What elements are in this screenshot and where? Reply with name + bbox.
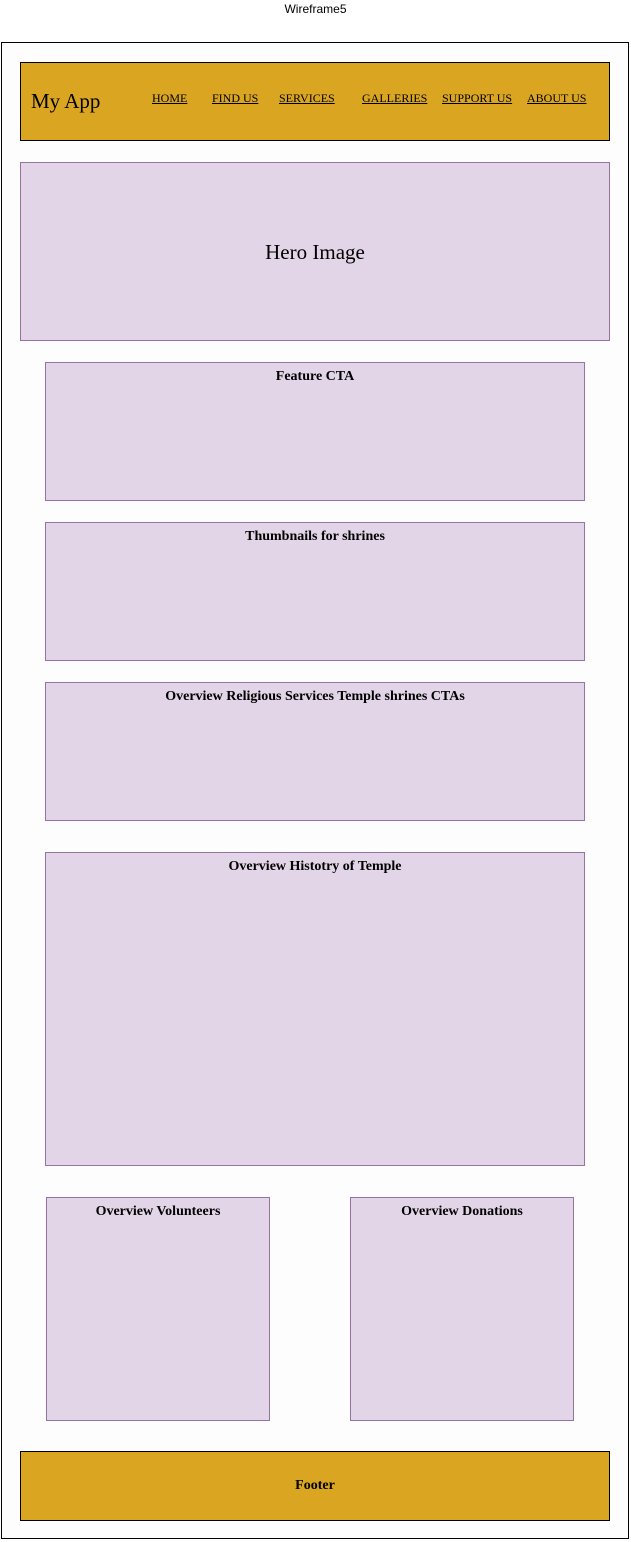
services-overview-title: Overview Religious Services Temple shrines CTAs [165,689,465,704]
shrine-thumbnails-section [45,522,585,661]
feature-cta-title: Feature CTA [275,369,355,384]
footer-bar [20,1451,610,1521]
nav-link-support-us[interactable]: SUPPORT US [442,91,513,105]
donations-overview-section [350,1197,574,1421]
volunteers-overview-section [46,1197,270,1421]
hero-image-placeholder [20,162,610,341]
wireframe-title: Wireframe5 [284,2,347,16]
app-title[interactable]: My App [31,89,101,113]
services-overview-section [45,682,585,821]
shrine-thumbnails-title: Thumbnails for shrines [245,529,385,544]
footer-label: Footer [295,1478,335,1493]
hero-image-label: Hero Image [265,240,365,264]
feature-cta-section [45,362,585,501]
nav-link-galleries[interactable]: GALLERIES [362,91,428,105]
history-overview-section [45,852,585,1166]
nav-link-services[interactable]: SERVICES [279,91,335,105]
history-overview-title: Overview Histotry of Temple [228,859,402,874]
header-bar [20,62,610,141]
nav-link-find-us[interactable]: FIND US [212,91,259,105]
volunteers-overview-title: Overview Volunteers [95,1204,221,1219]
nav-link-home[interactable]: HOME [152,91,188,105]
nav-link-about-us[interactable]: ABOUT US [527,91,587,105]
donations-overview-title: Overview Donations [401,1204,523,1219]
